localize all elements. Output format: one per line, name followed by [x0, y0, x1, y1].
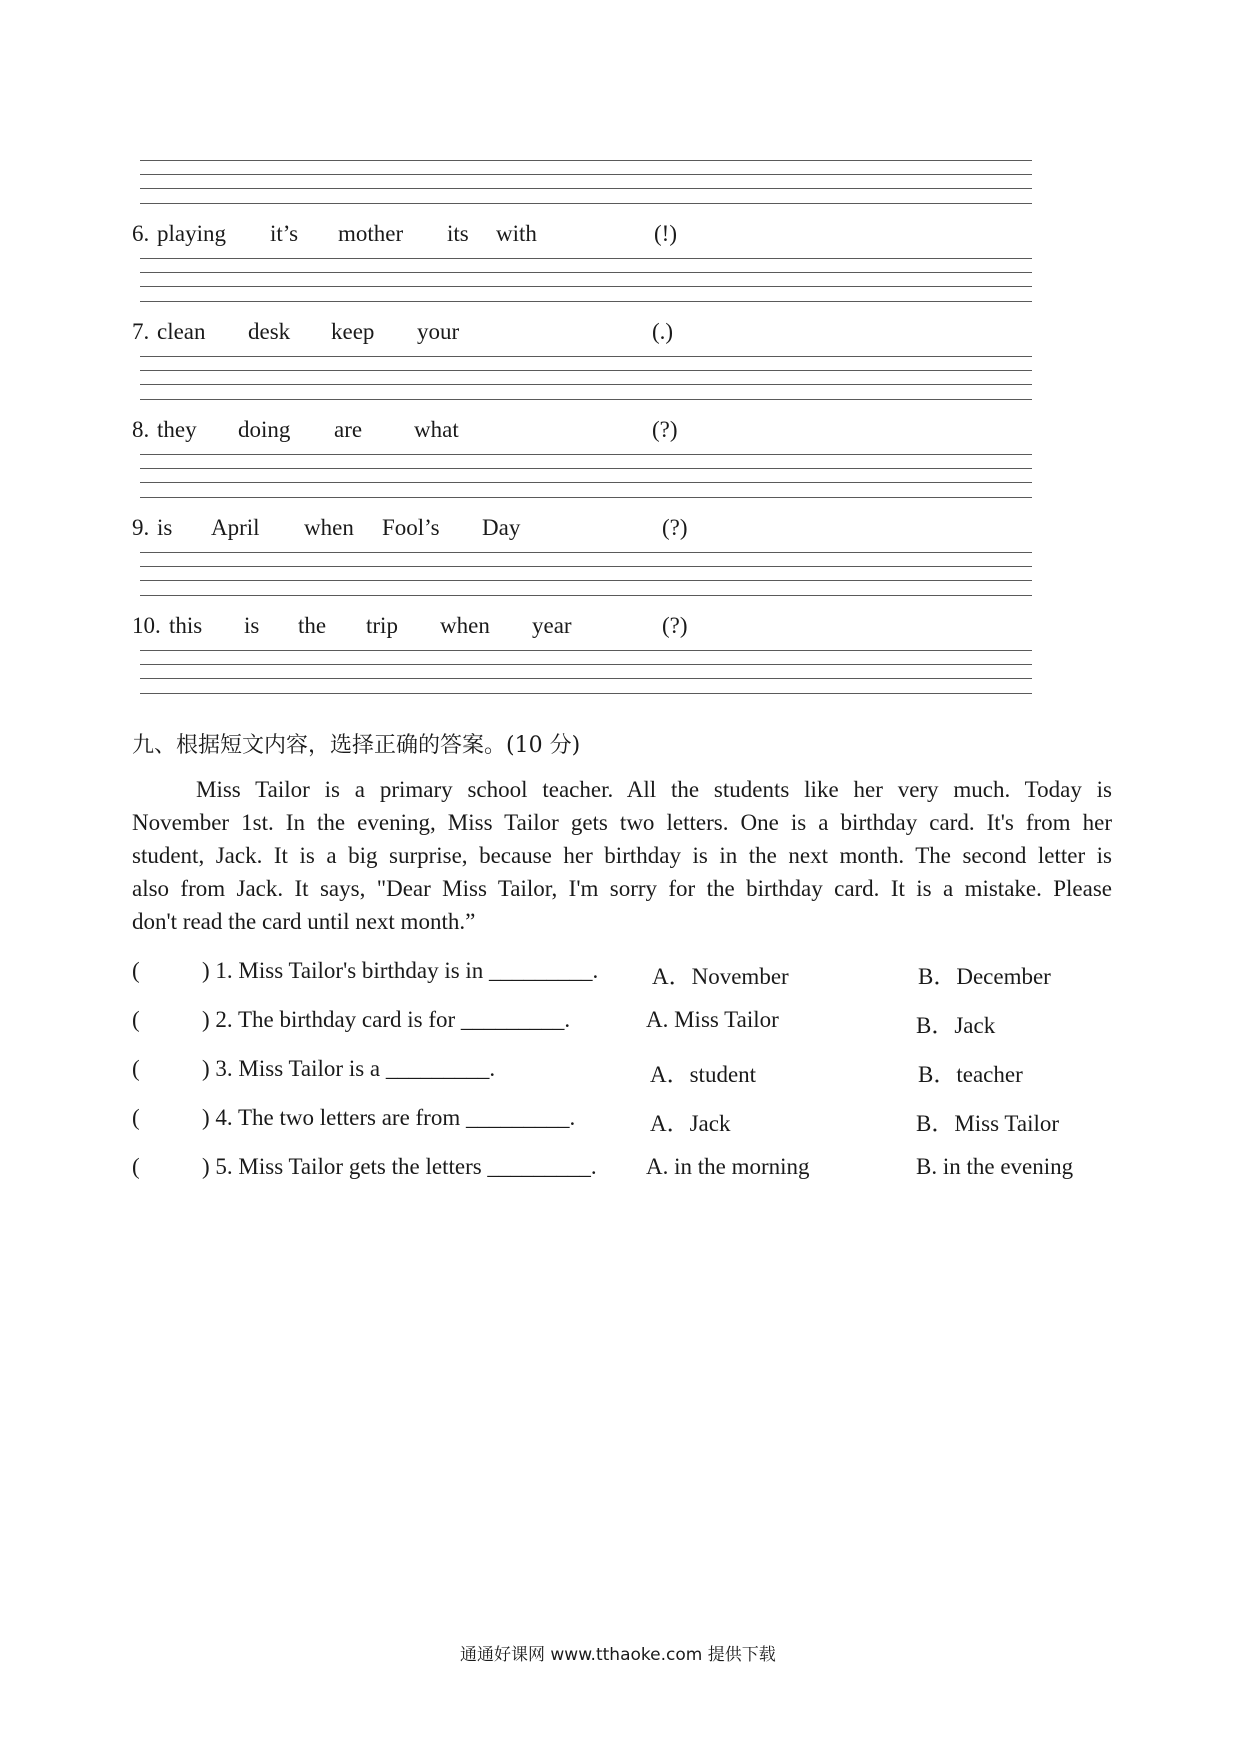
scrambled-word: this: [169, 613, 203, 638]
scrambled-word: April: [211, 515, 260, 540]
punctuation-hint: (?): [662, 515, 688, 540]
item-number: 10.: [132, 613, 161, 638]
answer-bracket[interactable]: (: [132, 1105, 140, 1130]
scrambled-word: is: [157, 515, 173, 540]
passage-line: also from Jack. It says, "Dear Miss Tailor, I'm sorry for the birthday card. It is a mistake. Please: [132, 876, 1112, 901]
question-stem: ) 4. The two letters are from _________.: [202, 1105, 576, 1130]
scrambled-word: with: [496, 221, 537, 246]
reading-passage: [132, 773, 1112, 938]
option-a: A．November: [652, 964, 789, 989]
option-b: B．December: [918, 964, 1051, 989]
item-number: 7.: [132, 319, 150, 344]
scrambled-word: trip: [366, 613, 398, 638]
scrambled-word: is: [244, 613, 260, 638]
item-number: 6.: [132, 221, 150, 246]
option-a: A．student: [650, 1062, 757, 1087]
option-a: A．Jack: [650, 1111, 731, 1136]
option-b: B．Jack: [916, 1013, 996, 1038]
passage-line: Miss Tailor is a primary school teacher. All the students like her very much. Today is: [196, 777, 1112, 802]
question-3: [132, 1056, 1122, 1087]
writing-lines[interactable]: [140, 650, 1032, 694]
punctuation-hint: (?): [652, 417, 678, 442]
reorder-item-8: [132, 418, 1032, 444]
question-5: [132, 1154, 1122, 1182]
question-2: [132, 1007, 1122, 1038]
punctuation-hint: (.): [652, 319, 674, 344]
punctuation-hint: (!): [654, 221, 677, 246]
writing-lines[interactable]: [140, 258, 1032, 302]
reorder-item-9: [132, 516, 1032, 542]
answer-bracket[interactable]: (: [132, 1154, 140, 1179]
punctuation-hint: (?): [662, 613, 688, 638]
answer-bracket[interactable]: (: [132, 958, 140, 983]
passage-line: student, Jack. It is a big surprise, because her birthday is in the next month. The second letter is: [132, 843, 1112, 868]
question-1: [132, 958, 1122, 989]
answer-bracket[interactable]: (: [132, 1007, 140, 1032]
scrambled-word: Day: [482, 515, 521, 540]
scrambled-word: its: [447, 221, 469, 246]
reorder-item-6: [132, 222, 1032, 248]
passage-line: November 1st. In the evening, Miss Tailor gets two letters. One is a birthday card. It's from her: [132, 810, 1112, 835]
option-a: A. in the morning: [646, 1154, 810, 1179]
passage-line: don't read the card until next month.”: [132, 909, 476, 934]
question-stem: ) 1. Miss Tailor's birthday is in _________.: [202, 958, 599, 983]
option-b: B．teacher: [918, 1062, 1023, 1087]
option-b: B. in the evening: [916, 1154, 1074, 1179]
option-b: B．Miss Tailor: [916, 1111, 1060, 1136]
scrambled-word: what: [414, 417, 459, 442]
section-title: 九、根据短文内容，选择正确的答案。(10 分): [132, 733, 581, 758]
answer-bracket[interactable]: (: [132, 1056, 140, 1081]
scrambled-word: are: [334, 417, 363, 442]
page-footer: 通通好课网 www.tthaoke.com 提供下载: [460, 1645, 776, 1665]
scrambled-word: year: [532, 613, 572, 638]
item-number: 9.: [132, 515, 150, 540]
question-stem: ) 3. Miss Tailor is a _________.: [202, 1056, 496, 1081]
writing-lines[interactable]: [140, 356, 1032, 400]
scrambled-word: mother: [338, 221, 404, 246]
question-stem: ) 2. The birthday card is for _________.: [202, 1007, 571, 1032]
item-number: 8.: [132, 417, 150, 442]
option-a: A. Miss Tailor: [646, 1007, 779, 1032]
scrambled-word: when: [304, 515, 354, 540]
scrambled-word: it’s: [270, 221, 299, 246]
scrambled-word: keep: [331, 319, 375, 344]
writing-lines-top[interactable]: [140, 160, 1032, 204]
scrambled-word: the: [298, 613, 327, 638]
question-stem: ) 5. Miss Tailor gets the letters _________.: [202, 1154, 597, 1179]
scrambled-word: they: [157, 417, 197, 442]
scrambled-word: playing: [157, 221, 226, 246]
scrambled-word: Fool’s: [382, 515, 440, 540]
writing-lines[interactable]: [140, 454, 1032, 498]
question-4: [132, 1105, 1122, 1136]
scrambled-word: doing: [238, 417, 291, 442]
scrambled-word: when: [440, 613, 490, 638]
scrambled-word: your: [417, 319, 460, 344]
writing-lines[interactable]: [140, 552, 1032, 596]
reorder-item-7: [132, 320, 1032, 346]
reorder-item-10: [132, 614, 1032, 640]
scrambled-word: clean: [157, 319, 206, 344]
scrambled-word: desk: [248, 319, 291, 344]
